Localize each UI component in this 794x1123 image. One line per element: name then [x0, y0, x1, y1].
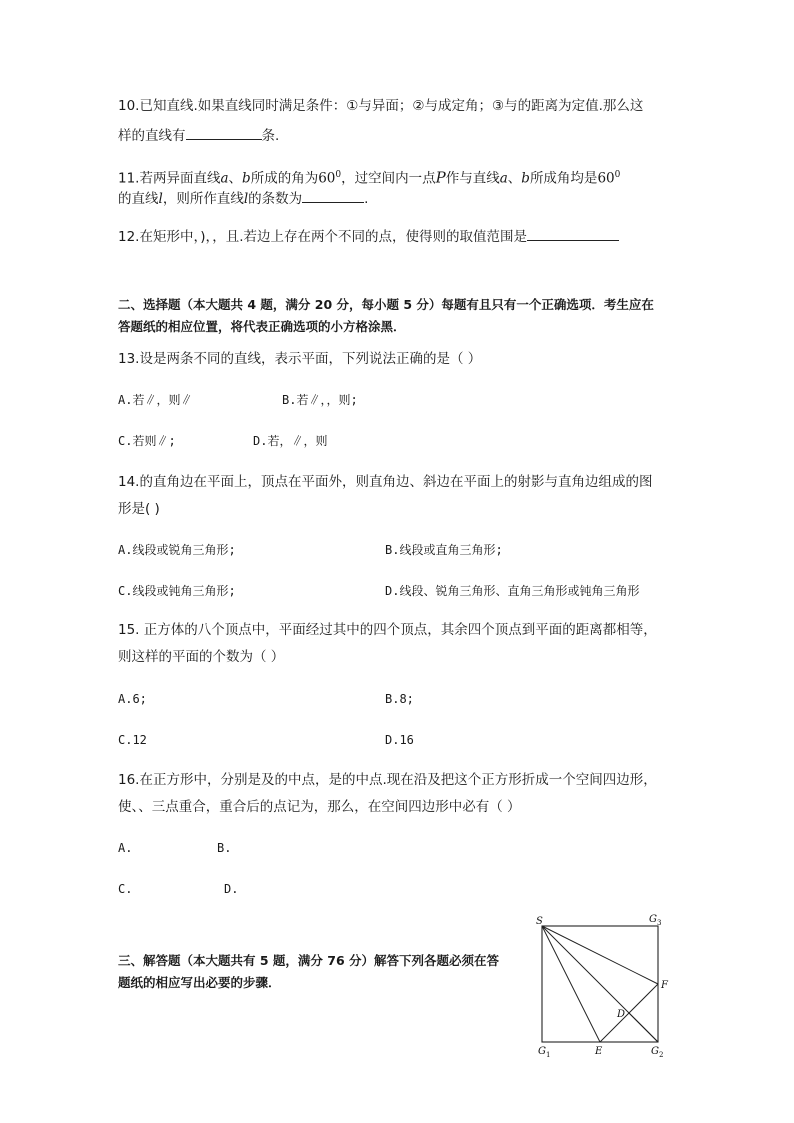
section3-text: 三、解答题（本大题共有 5 题，满分 76 分）解答下列各题必须在答 [118, 953, 500, 968]
option-b-label: B.若∥，，则; [282, 393, 358, 407]
q10-line1 [118, 97, 643, 115]
option-c-label: C.12 [118, 733, 147, 747]
option-c-label: C.若则∥; [118, 434, 176, 448]
q16-option-d[interactable] [224, 880, 238, 898]
option-a-label: A.线段或锐角三角形; [118, 543, 236, 557]
section2-heading-line1 [118, 296, 654, 314]
q15-line2 [118, 648, 284, 666]
q14-text: 14.的直角边在平面上，顶点在平面外，则直角边、斜边在平面上的射影与直角边组成的图 [118, 474, 653, 490]
section3-heading-line1 [118, 952, 499, 970]
q11-text: 所成的角为 [250, 170, 319, 187]
var-b: b [521, 170, 530, 187]
q10-text-b: 条. [261, 128, 280, 144]
q16-text: 使、、三点重合，重合后的点记为，那么，在空间四边形中必有（ ） [118, 799, 521, 815]
label-g3-letter: G [649, 914, 657, 925]
section2-text: 二、选择题（本大题共 4 题，满分 20 分，每小题 5 分）每题有且只有一个正确选项．考生应在 [118, 297, 654, 312]
option-d-label: D. [224, 882, 239, 896]
q12-text: 12.在矩形中，)，，且.若边上存在两个不同的点，使得则的取值范围是 [118, 229, 528, 245]
q14-text: 形是( ) [118, 501, 160, 517]
label-g2-sub: 2 [659, 1051, 664, 1058]
q13-stem [118, 350, 481, 368]
segment-g2d [629, 1013, 658, 1042]
q11-text: 所成角均是 [529, 170, 598, 187]
var-p: P [435, 168, 446, 187]
label-f: F [661, 980, 668, 991]
q13-option-c[interactable] [118, 432, 176, 450]
label-g3 [649, 914, 661, 927]
q16-text: 16.在正方形中，分别是及的中点，是的中点.现在沿及把这个正方形折成一个空间四边形， [118, 772, 657, 788]
q13-option-d[interactable] [253, 432, 327, 450]
label-d: D [617, 1009, 626, 1020]
q16-line1 [118, 771, 657, 789]
q13-option-a[interactable] [118, 391, 192, 409]
q15-text: 则这样的平面的个数为（ ） [118, 649, 285, 665]
option-b-label: B.8; [385, 692, 414, 706]
q12-line [118, 226, 619, 246]
segment-sf [542, 926, 658, 984]
q11-text: 的条数为 [248, 191, 303, 207]
var-a: a [220, 170, 229, 187]
q11-text: ，则所作直线 [162, 191, 244, 207]
option-b-label: B. [217, 841, 232, 855]
q10-text: 10.已知直线.如果直线同时满足条件：①与异面；②与成定角；③与的距离为定值.那么这 [118, 98, 644, 114]
q16-line2 [118, 798, 521, 816]
q11-text: 作与直线 [445, 170, 500, 187]
option-c-label: C.线段或钝角三角形; [118, 584, 236, 598]
label-e: E [595, 1046, 603, 1057]
q11-line2 [118, 188, 368, 208]
label-g2-letter: G [651, 1046, 659, 1057]
q10-line2 [118, 125, 279, 145]
q15-text: 15. 正方体的八个顶点中，平面经过其中的四个顶点，其余四个顶点到平面的距离都相等， [118, 622, 657, 638]
q11-answer-blank[interactable] [302, 188, 364, 203]
label-s: S [536, 916, 543, 927]
option-b-label: B.线段或直角三角形; [385, 543, 503, 557]
q15-option-d[interactable] [385, 731, 414, 749]
q14-option-b[interactable] [385, 541, 503, 559]
angle-value: 60 [597, 170, 615, 187]
q15-line1 [118, 621, 657, 639]
label-g1-sub: 1 [546, 1051, 551, 1058]
angle-value: 60 [318, 170, 336, 187]
option-d-label: D.若，∥，则 [253, 434, 328, 448]
option-c-label: C. [118, 882, 133, 896]
q16-option-c[interactable] [118, 880, 132, 898]
var-a: a [499, 170, 508, 187]
degree-mark: 0 [335, 170, 342, 180]
label-g1-letter: G [538, 1046, 546, 1057]
section2-text: 答题纸的相应位置，将代表正确选项的小方格涂黑． [118, 319, 406, 334]
label-g3-sub: 3 [657, 919, 662, 927]
option-d-label: D.线段、锐角三角形、直角三角形或钝角三角形 [385, 584, 640, 598]
q14-line2 [118, 500, 160, 518]
q11-text: . [364, 191, 369, 207]
square-fold-figure [528, 908, 678, 1058]
label-g1 [538, 1046, 550, 1058]
q12-answer-blank[interactable] [527, 226, 619, 241]
q14-option-d[interactable] [385, 582, 639, 600]
q14-option-c[interactable] [118, 582, 236, 600]
q13-text: 13.设是两条不同的直线，表示平面，下列说法正确的是（ ） [118, 351, 482, 367]
q16-option-b[interactable] [217, 839, 231, 857]
segment-se [542, 926, 600, 1042]
var-l: l [243, 191, 249, 207]
q14-option-a[interactable] [118, 541, 236, 559]
q10-text-a: 样的直线有 [118, 128, 186, 144]
q11-line1 [118, 166, 620, 188]
section2-heading-line2 [118, 318, 406, 336]
option-a-label: A.若∥，则∥ [118, 393, 193, 407]
q11-text: 的直线 [118, 191, 159, 207]
q13-option-b[interactable] [282, 391, 358, 409]
q11-text: ，过空间内一点 [341, 170, 436, 187]
option-d-label: D.16 [385, 733, 414, 747]
q15-option-a[interactable] [118, 690, 147, 708]
q15-option-c[interactable] [118, 731, 147, 749]
q14-line1 [118, 473, 652, 491]
option-a-label: A. [118, 841, 133, 855]
q15-option-b[interactable] [385, 690, 414, 708]
option-a-label: A.6; [118, 692, 147, 706]
q16-option-a[interactable] [118, 839, 132, 857]
section3-text: 题纸的相应写出必要的步骤． [118, 975, 281, 990]
degree-mark: 0 [614, 170, 621, 180]
section3-heading-line2 [118, 974, 281, 992]
q11-sep: 、 [507, 170, 522, 187]
var-l: l [158, 191, 163, 207]
q11-sep: 、 [228, 170, 243, 187]
q10-answer-blank[interactable] [186, 125, 262, 140]
var-b: b [242, 170, 251, 187]
q11-text: 11.若两异面直线 [118, 170, 221, 187]
label-g2 [651, 1046, 663, 1058]
